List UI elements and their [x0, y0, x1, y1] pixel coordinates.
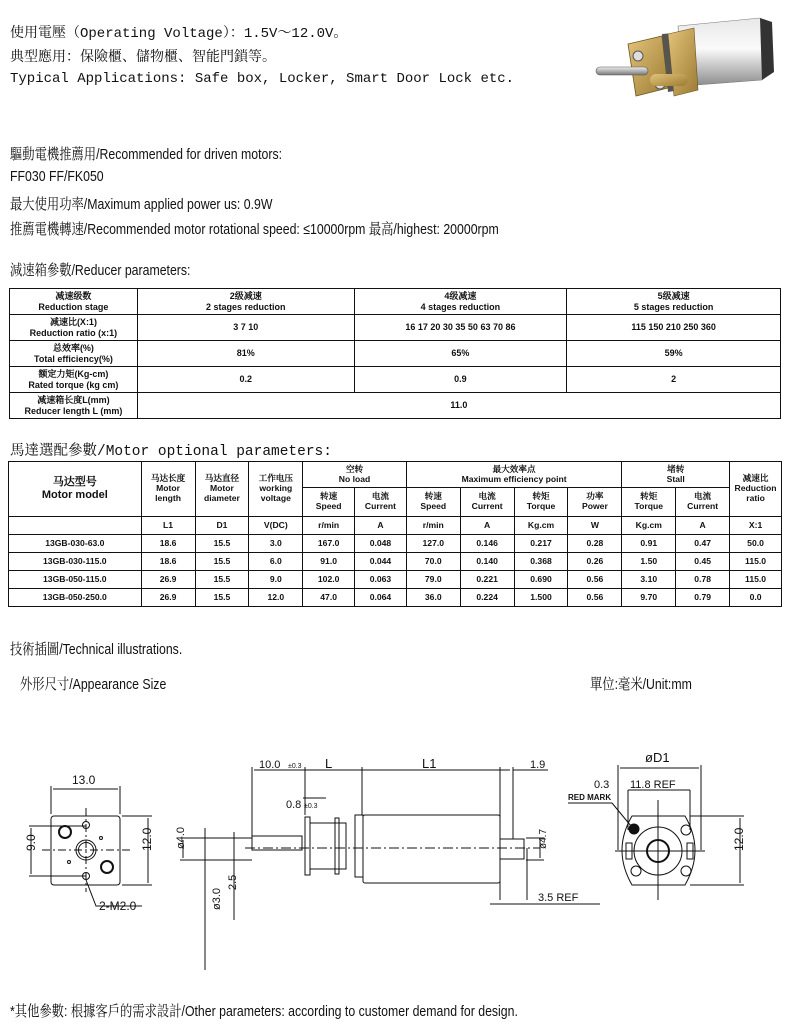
svg-text:RED MARK: RED MARK	[568, 793, 612, 802]
cell: 0.47	[676, 535, 730, 553]
unit-cell	[9, 517, 142, 535]
cell: 3.0	[249, 535, 303, 553]
cell: 0.0	[730, 589, 782, 607]
cell: 0.26	[568, 553, 622, 571]
unit-label: 單位:毫米/Unit:mm	[590, 676, 692, 693]
unit-cell: X:1	[730, 517, 782, 535]
svg-text:±0.3: ±0.3	[288, 763, 302, 770]
cell: 15.5	[195, 589, 249, 607]
cell: 47.0	[303, 589, 355, 607]
cell: 115.0	[730, 571, 782, 589]
svg-text:10.0: 10.0	[259, 759, 281, 771]
svg-text:L1: L1	[422, 756, 437, 771]
recommended-motors-value: FF030 FF/FK050	[10, 168, 104, 185]
svg-text:øD1: øD1	[645, 750, 670, 765]
svg-text:L: L	[325, 756, 333, 771]
header-model: 马达型号 Motor model	[9, 462, 142, 517]
sub-header: 转矩 Torque	[514, 488, 568, 517]
cell: 15.5	[195, 553, 249, 571]
svg-text:12.0: 12.0	[732, 827, 746, 851]
cell: 0.9	[354, 367, 567, 393]
sub-header: 功率 Power	[568, 488, 622, 517]
unit-cell: r/min	[406, 517, 460, 535]
sub-header: 电流 Current	[355, 488, 407, 517]
motor-model-cell: 13GB-050-115.0	[9, 571, 142, 589]
cell: 2级减速 2 stages reduction	[137, 289, 354, 315]
svg-text:0.8: 0.8	[286, 799, 302, 811]
cell: 0.56	[568, 589, 622, 607]
header-no-load: 空转 No load	[303, 462, 407, 488]
cell: 0.91	[622, 535, 676, 553]
sub-header: 转速 Speed	[303, 488, 355, 517]
cell: 0.044	[355, 553, 407, 571]
unit-cell: A	[460, 517, 514, 535]
motor-model-cell: 13GB-030-63.0	[9, 535, 142, 553]
cell: 0.78	[676, 571, 730, 589]
motor-model-cell: 13GB-030-115.0	[9, 553, 142, 571]
header-length: 马达长度 Motor length	[141, 462, 195, 517]
unit-cell: A	[676, 517, 730, 535]
svg-text:ø4.7: ø4.7	[538, 828, 549, 849]
cell: 70.0	[406, 553, 460, 571]
cell: 36.0	[406, 589, 460, 607]
svg-text:ø3.0: ø3.0	[211, 887, 223, 910]
cell: 15.5	[195, 535, 249, 553]
unit-cell: W	[568, 517, 622, 535]
table-row	[10, 289, 781, 315]
gear-motor-photo	[590, 6, 780, 102]
side-view	[180, 767, 600, 970]
cell: 1.500	[514, 589, 568, 607]
cell: 9.70	[622, 589, 676, 607]
cell: 59%	[567, 341, 781, 367]
table-row	[9, 535, 782, 553]
svg-text:2.5: 2.5	[227, 874, 239, 890]
cell: 4级减速 4 stages reduction	[354, 289, 567, 315]
cell: 18.6	[141, 535, 195, 553]
table-row	[9, 571, 782, 589]
cell: 91.0	[303, 553, 355, 571]
cell: 26.9	[141, 571, 195, 589]
header-stall: 堵转 Stall	[622, 462, 730, 488]
cell: 0.79	[676, 589, 730, 607]
technical-drawing	[0, 720, 790, 980]
unit-cell: D1	[195, 517, 249, 535]
cell: 5级减速 5 stages reduction	[567, 289, 781, 315]
table-row	[10, 315, 781, 341]
cell: 65%	[354, 341, 567, 367]
row-label: 减速比(X:1) Reduction ratio (x:1)	[10, 315, 138, 341]
sub-header: 电流 Current	[676, 488, 730, 517]
unit-cell: r/min	[303, 517, 355, 535]
table-row	[10, 393, 781, 419]
cell: 3.10	[622, 571, 676, 589]
cell: 15.5	[195, 571, 249, 589]
reducer-table	[9, 288, 781, 419]
units-row	[9, 517, 782, 535]
cell: 2	[567, 367, 781, 393]
unit-cell: Kg.cm	[622, 517, 676, 535]
cell: 3 7 10	[137, 315, 354, 341]
header-row	[9, 462, 782, 488]
cell: 9.0	[249, 571, 303, 589]
motor-model-cell: 13GB-050-250.0	[9, 589, 142, 607]
cell: 0.28	[568, 535, 622, 553]
table-row	[10, 341, 781, 367]
appearance-size-label: 外形尺寸/Appearance Size	[20, 676, 167, 693]
svg-text:ø4.0: ø4.0	[175, 826, 187, 849]
cell: 0.224	[460, 589, 514, 607]
footer-note: *其他參數: 根據客戶的需求設計/Other parameters: according to customer demand for design.	[10, 1003, 518, 1020]
unit-cell: A	[355, 517, 407, 535]
header-voltage: 工作电压 working voltage	[249, 462, 303, 517]
cell: 127.0	[406, 535, 460, 553]
unit-cell: L1	[141, 517, 195, 535]
cell: 11.0	[137, 393, 780, 419]
row-label: 额定力矩(Kg-cm) Rated torque (kg cm)	[10, 367, 138, 393]
front-view	[29, 786, 152, 906]
cell: 81%	[137, 341, 354, 367]
header-ratio: 减速比 Reduction ratio	[730, 462, 782, 517]
cell: 0.063	[355, 571, 407, 589]
svg-text:3.5 REF: 3.5 REF	[538, 892, 579, 904]
cell: 115.0	[730, 553, 782, 571]
technical-title: 技術插圖/Technical illustrations.	[10, 641, 183, 658]
cell: 0.064	[355, 589, 407, 607]
motor-table	[8, 461, 782, 607]
cell: 18.6	[141, 553, 195, 571]
cell: 0.45	[676, 553, 730, 571]
cell: 12.0	[249, 589, 303, 607]
sub-header: 电流 Current	[460, 488, 514, 517]
svg-text:0.3: 0.3	[594, 779, 610, 791]
cell: 16 17 20 30 35 50 63 70 86	[354, 315, 567, 341]
reducer-title: 減速箱參數/Reducer parameters:	[10, 262, 191, 279]
cell: 1.50	[622, 553, 676, 571]
sub-header: 转速 Speed	[406, 488, 460, 517]
svg-text:12.0: 12.0	[140, 827, 154, 851]
unit-cell: V(DC)	[249, 517, 303, 535]
cell: 167.0	[303, 535, 355, 553]
cell: 0.140	[460, 553, 514, 571]
table-row	[10, 367, 781, 393]
recommended-motors-label: 驅動電機推薦用/Recommended for driven motors:	[10, 146, 283, 163]
svg-text:2-M2.0: 2-M2.0	[99, 899, 137, 913]
cell: 0.221	[460, 571, 514, 589]
row-label: 减速级数 Reduction stage	[10, 289, 138, 315]
cell: 0.690	[514, 571, 568, 589]
row-label: 总效率(%) Total efficiency(%)	[10, 341, 138, 367]
cell: 0.368	[514, 553, 568, 571]
header-max-efficiency: 最大效率点 Maximum efficiency point	[406, 462, 622, 488]
applications-en: Typical Applications: Safe box, Locker, Smart Door Lock etc.	[10, 71, 515, 87]
cell: 50.0	[730, 535, 782, 553]
svg-text:13.0: 13.0	[72, 773, 96, 787]
table-row	[9, 589, 782, 607]
cell: 79.0	[406, 571, 460, 589]
cell: 0.217	[514, 535, 568, 553]
cell: 6.0	[249, 553, 303, 571]
cell: 102.0	[303, 571, 355, 589]
cell: 115 150 210 250 360	[567, 315, 781, 341]
cell: 0.146	[460, 535, 514, 553]
cell: 0.048	[355, 535, 407, 553]
cell: 26.9	[141, 589, 195, 607]
motor-title: 馬達選配參數/Motor optional parameters:	[10, 444, 332, 460]
header-diameter: 马达直径 Motor diameter	[195, 462, 249, 517]
svg-text:1.9: 1.9	[530, 759, 546, 771]
unit-cell: Kg.cm	[514, 517, 568, 535]
applications-cn: 典型應用：保險櫃、儲物櫃、智能門鎖等。	[10, 50, 276, 66]
recommended-speed: 推薦電機轉速/Recommended motor rotational speed: ≤10000rpm 最高/highest: 20000rpm	[10, 221, 499, 238]
sub-header: 转矩 Torque	[622, 488, 676, 517]
cell: 0.56	[568, 571, 622, 589]
max-power: 最大使用功率/Maximum applied power us: 0.9W	[10, 196, 273, 213]
svg-text:9.0: 9.0	[24, 834, 38, 851]
svg-text:±0.3: ±0.3	[304, 803, 318, 810]
svg-text:11.8 REF: 11.8 REF	[630, 779, 676, 791]
row-label: 减速箱长度L(mm) Reducer length L (mm)	[10, 393, 138, 419]
table-row	[9, 553, 782, 571]
operating-voltage: 使用電壓（Operating Voltage）：1.5V～12.0V。	[10, 26, 348, 42]
cell: 0.2	[137, 367, 354, 393]
